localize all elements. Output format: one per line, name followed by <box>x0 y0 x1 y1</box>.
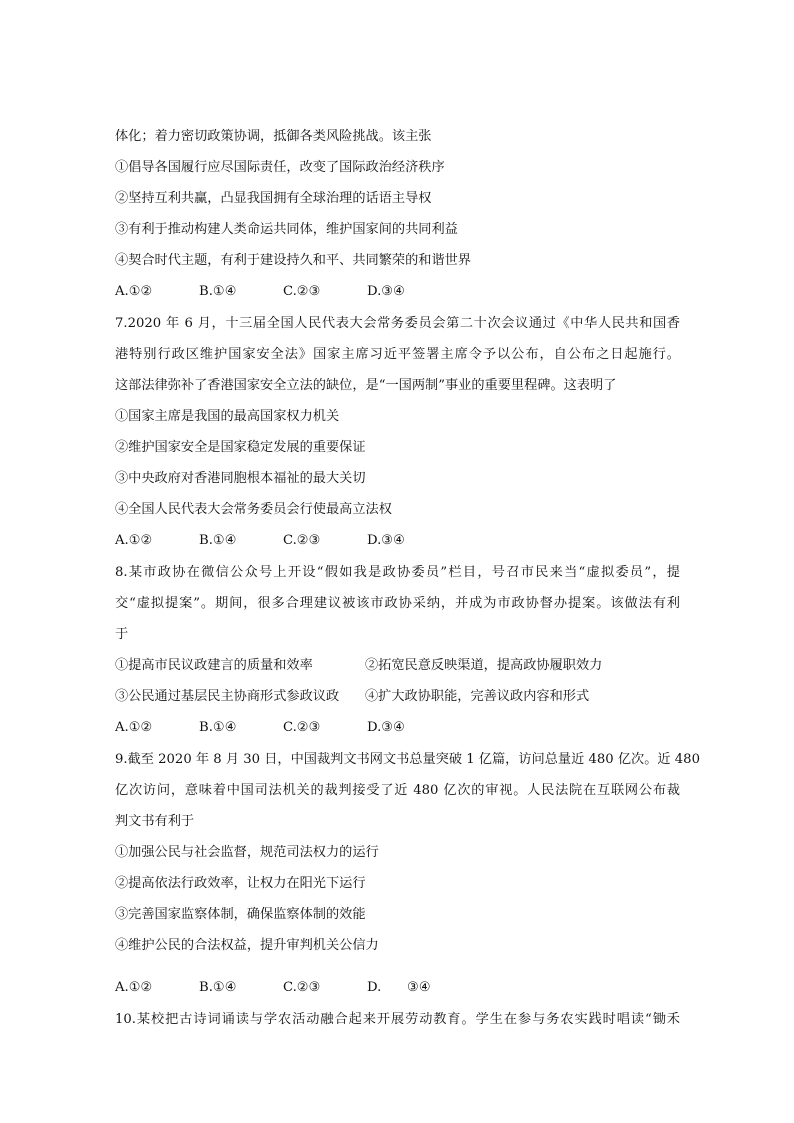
q8-option-a: A.①② <box>115 720 153 735</box>
q8-stem-line-1: 8.某市政协在微信公众号上开设“假如我是政协委员”栏目，号召市民来当“虚拟委员”，提 <box>115 565 680 580</box>
q7-option-a: A.①② <box>115 533 153 548</box>
q6-statement-4: ④契合时代主题，有利于建设持久和平、共同繁荣的和谐世界 <box>115 253 472 268</box>
q6-option-b: B.①④ <box>199 284 237 299</box>
q8-statement-3: ③公民通过基层民主协商形式参政议政 <box>115 689 340 704</box>
q9-option-a: A.①② <box>115 980 153 995</box>
q8-stem-line-3: 于 <box>115 627 129 642</box>
q8-statement-2: ②拓宽民意反映渠道，提高政协履职效力 <box>365 658 603 673</box>
q9-stem-line-3: 判文书有利于 <box>115 814 195 829</box>
q7-statement-1: ①国家主席是我国的最高国家权力机关 <box>115 409 340 424</box>
q10-stem-line-1: 10.某校把古诗词诵读与学农活动融合起来开展劳动教育。学生在参与务农实践时唱读“锄禾 <box>115 1012 680 1027</box>
q7-option-b: B.①④ <box>199 533 237 548</box>
q9-stem-line-1: 9.截至 2020 年 8 月 30 日，中国裁判文书网文书总量突破 1 亿篇，访问总量近 480 亿次。近 480 <box>115 752 700 767</box>
q7-statement-3: ③中央政府对香港同胞根本福祉的最大关切 <box>115 471 366 486</box>
q6-statement-3: ③有利于推动构建人类命运共同体，维护国家间的共同利益 <box>115 222 458 237</box>
q9-statement-3: ③完善国家监察体制，确保监察体制的效能 <box>115 907 366 922</box>
q9-statement-2: ②提高依法行政效率，让权力在阳光下运行 <box>115 876 366 891</box>
q7-stem-line-1: 7.2020 年 6 月，十三届全国人民代表大会常务委员会第二十次会议通过《中华人民共和国香 <box>115 316 680 331</box>
q7-option-c: C.②③ <box>283 533 321 548</box>
q9-option-b: B.①④ <box>199 980 237 995</box>
q8-statement-1: ①提高市民议政建言的质量和效率 <box>115 658 313 673</box>
q6-option-d: D.③④ <box>367 284 405 299</box>
q7-option-d: D.③④ <box>367 533 405 548</box>
q6-option-a: A.①② <box>115 284 153 299</box>
q9-statement-4: ④维护公民的合法权益，提升审判机关公信力 <box>115 938 379 953</box>
q8-option-b: B.①④ <box>199 720 237 735</box>
q8-stem-line-2: 交“虚拟提案”。期间，很多合理建议被该市政协采纳，并成为市政协督办提案。该做法有利 <box>115 596 680 611</box>
q9-statement-1: ①加强公民与社会监督，规范司法权力的运行 <box>115 845 379 860</box>
q9-option-d-label: D. <box>367 980 382 995</box>
q7-statement-4: ④全国人民代表大会常务委员会行使最高立法权 <box>115 502 392 517</box>
q8-statement-4: ④扩大政协职能，完善议政内容和形式 <box>365 689 590 704</box>
q7-stem-line-2: 港特别行政区维护国家安全法》国家主席习近平签署主席令予以公布，自公布之日起施行。 <box>115 347 680 362</box>
q6-continuation: 体化；着力密切政策协调，抵御各类风险挑战。该主张 <box>115 129 432 144</box>
q7-statement-2: ②维护国家安全是国家稳定发展的重要保证 <box>115 440 366 455</box>
q9-option-d-value: ③④ <box>407 980 431 995</box>
q7-stem-line-3: 这部法律弥补了香港国家安全立法的缺位，是“一国两制”事业的重要里程碑。这表明了 <box>115 378 617 393</box>
q8-option-c: C.②③ <box>283 720 321 735</box>
q9-option-c: C.②③ <box>283 980 321 995</box>
q6-statement-1: ①倡导各国履行应尽国际责任，改变了国际政治经济秩序 <box>115 160 445 175</box>
q8-option-d: D.③④ <box>367 720 405 735</box>
q6-option-c: C.②③ <box>283 284 321 299</box>
q6-statement-2: ②坚持互利共赢，凸显我国拥有全球治理的话语主导权 <box>115 191 432 206</box>
q9-stem-line-2: 亿次访问，意味着中国司法机关的裁判接受了近 480 亿次的审视。人民法院在互联网公布裁 <box>115 783 680 798</box>
